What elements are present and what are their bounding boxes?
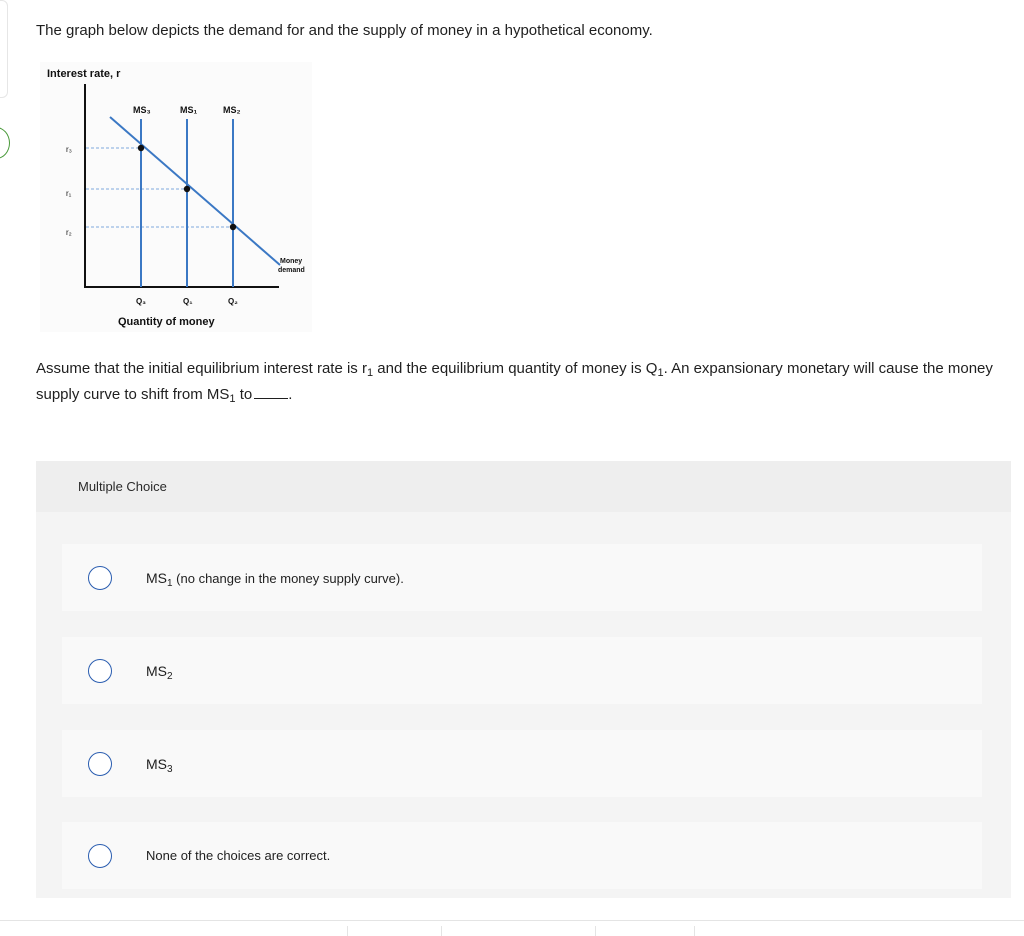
question-part4: to: [235, 386, 253, 403]
footer-tick: [694, 926, 695, 936]
choice-label-3: $MS_3$: [146, 755, 173, 775]
answer-blank: [254, 386, 288, 399]
question-part1: Assume that the initial equilibrium interest rate is r: [36, 360, 367, 377]
footer-tick: [347, 926, 348, 936]
question-sub2: 1: [657, 367, 664, 379]
money-demand-label-line1: Money: [280, 258, 303, 265]
multiple-choice-panel: [36, 461, 1011, 898]
choice-label-2: $MS_2$: [146, 662, 173, 682]
money-demand-curve: [110, 117, 280, 265]
question-prompt: The graph below depicts the demand for and the supply of money in a hypothetical economy.: [36, 22, 653, 39]
y-axis-title: Interest rate, r: [47, 68, 121, 80]
left-edge-status-indicator[interactable]: [0, 127, 10, 159]
question-sub3: 1: [229, 393, 236, 405]
left-edge-card: [0, 0, 8, 98]
choice-option-1[interactable]: [62, 544, 982, 611]
choice-label-1: $MS_1$ (no change in the money supply curve).: [146, 569, 404, 589]
radio-button-icon[interactable]: [88, 752, 112, 776]
x-axis-title: Quantity of money: [118, 316, 215, 328]
question-part2: and the equilibrium quantity of money is Q: [373, 360, 658, 377]
money-demand-label-line2: demand: [278, 267, 305, 274]
label-ms3: MS₃: [133, 105, 151, 115]
choice-label-4: None of the choices are correct.: [146, 848, 331, 863]
label-r3: r₃: [66, 145, 72, 154]
label-r2: r₂: [66, 228, 72, 237]
radio-button-icon[interactable]: [88, 844, 112, 868]
radio-button-icon[interactable]: [88, 566, 112, 590]
label-r1: r₁: [66, 189, 72, 198]
footer-divider: [0, 920, 1024, 921]
question-part3: . An expansionary monetary will cause the money supply curve to shift from MS: [36, 360, 993, 403]
label-ms1: MS₁: [180, 105, 198, 115]
question-sub1: 1: [366, 367, 374, 379]
label-q3: Q₃: [136, 297, 146, 306]
label-q1: Q₁: [183, 297, 193, 306]
choice-option-4[interactable]: [62, 822, 982, 889]
multiple-choice-header: Multiple Choice: [36, 461, 1011, 512]
label-q2: Q₂: [228, 297, 238, 306]
equilibrium-point-2: [230, 224, 236, 230]
choice-option-3[interactable]: [62, 730, 982, 797]
label-ms2: MS₂: [223, 105, 241, 115]
equilibrium-point-3: [138, 145, 144, 151]
graph-svg: [40, 62, 312, 332]
question-text: [36, 356, 1011, 408]
question-part5: .: [288, 386, 293, 403]
radio-button-icon[interactable]: [88, 659, 112, 683]
money-market-graph: [40, 62, 312, 332]
footer-tick: [595, 926, 596, 936]
equilibrium-point-1: [184, 186, 190, 192]
choice-option-2[interactable]: [62, 637, 982, 704]
footer-tick: [441, 926, 442, 936]
